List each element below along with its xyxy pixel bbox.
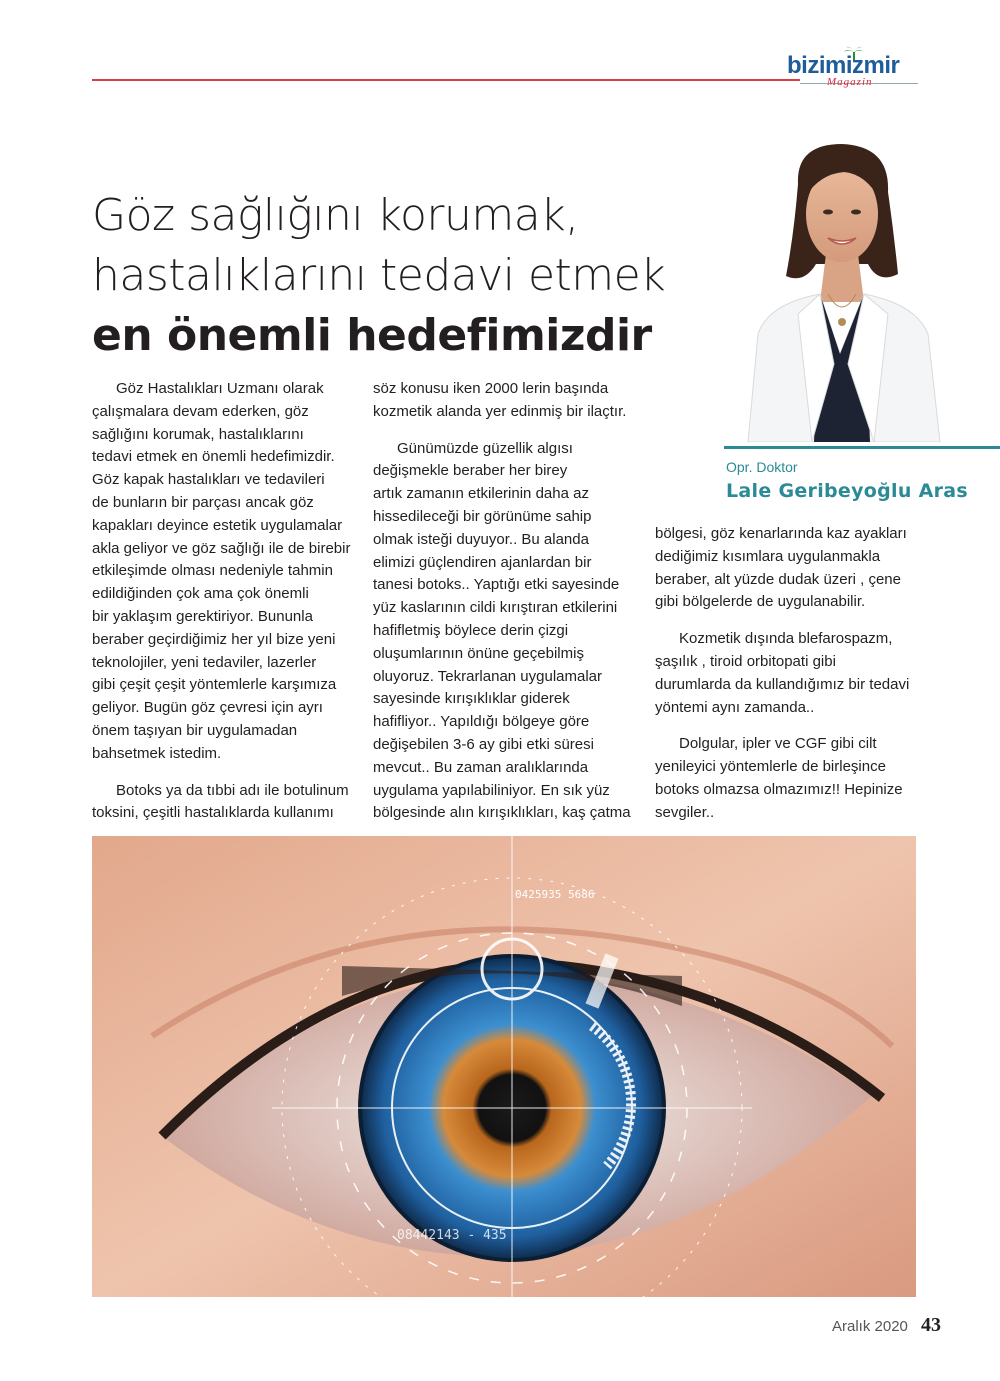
text-line: sayesinde kırışıklıklar giderek	[373, 690, 570, 708]
article-column-1	[92, 378, 360, 825]
logo-wordmark: bizimizmir	[787, 52, 900, 79]
title-line-1: Göz sağlığını korumak,	[92, 190, 579, 241]
text-line: gibi çeşit çeşit yöntemlerle karşımıza	[92, 676, 337, 694]
author-portrait	[728, 144, 956, 442]
paragraph-gap	[92, 766, 360, 780]
logo-subtitle: Magazin	[827, 76, 873, 88]
article-paragraph	[92, 780, 360, 826]
paragraph-gap	[373, 424, 643, 438]
article-paragraph	[92, 378, 360, 766]
text-line: uygulama yapılabiliniyor. En sık yüz	[373, 781, 610, 799]
text-line: dediğimiz kısımlara uygulanmakla	[655, 547, 881, 565]
text-line: oluyoruz. Tekrarlanan uygulamalar	[373, 667, 603, 685]
text-line: geliyor. Bugün göz çevresi için ayrı	[92, 699, 323, 717]
text-line: değişmekle beraber her birey	[373, 462, 568, 480]
title-line-3: en önemli hedefimizdir	[92, 310, 652, 361]
text-line: mevcut.. Bu zaman aralıklarında	[373, 758, 589, 776]
issue-date: Aralık 2020	[832, 1318, 908, 1335]
title-line-2: hastalıklarını tedavi etmek	[92, 250, 666, 301]
text-line: tedavi etmek en önemli hedefimizdir.	[92, 448, 335, 466]
text-line: yüz kaslarının cildi kırıştıran etkilerini	[373, 599, 618, 617]
text-line: Botoks ya da tıbbi adı ile botulinum	[116, 781, 349, 799]
text-line: oluşumlarının önüne geçebilmiş	[373, 644, 584, 662]
text-line: olmak isteği duyuyor.. Bu alanda	[373, 530, 589, 548]
text-line: beraber geçirdiğimiz her yıl bize yeni	[92, 630, 336, 648]
article-title	[92, 186, 692, 366]
text-line: tanesi botoks.. Yaptığı etki sayesinde	[373, 576, 620, 594]
magazine-logo[interactable]	[787, 46, 919, 94]
article-column-3	[655, 523, 917, 825]
text-line: edildiğinden çok ama çok önemli	[92, 585, 309, 603]
text-line: durumlarda da kullandığımız bir tedavi	[655, 675, 910, 693]
text-line: elimizi güçlendiren ajanlardan bir	[373, 553, 592, 571]
text-line: söz konusu iken 2000 lerin başında	[373, 380, 609, 397]
text-line: akla geliyor ve göz sağlığı ile de birebir	[92, 539, 351, 557]
article-paragraph	[655, 628, 917, 719]
text-line: etkileşimde olması nedeniyle tahmin	[92, 562, 333, 580]
text-line: hafifletmiş böylece derin çizgi	[373, 621, 569, 639]
text-line: artık zamanın etkilerinin daha az	[373, 485, 589, 503]
article-column-2	[373, 378, 643, 825]
page-number: 43	[921, 1314, 941, 1336]
text-line: şaşılık , tiroid orbitopati gibi	[655, 652, 836, 670]
paragraph-gap	[655, 719, 917, 733]
text-line: değişebilen 3-6 ay gibi etki süresi	[373, 735, 594, 753]
text-line: bölgesinde alın kırışıklıkları, kaş çatma	[373, 804, 631, 822]
text-line: hissedileceği bir görünüme sahip	[373, 507, 592, 525]
text-line: yenileyici yöntemlerle de birleşince	[655, 758, 886, 776]
author-role: Opr. Doktor	[726, 459, 798, 475]
text-line: kozmetik alanda yer edinmiş bir ilaçtır.	[373, 402, 627, 420]
text-line: beraber, alt yüzde dudak üzeri , çene	[655, 570, 901, 588]
text-line: bölgesi, göz kenarlarında kaz ayakları	[655, 525, 907, 542]
text-line: Göz kapak hastalıkları ve tedavileri	[92, 471, 325, 489]
text-line: bahsetmek istedim.	[92, 744, 222, 762]
text-line: hafifliyor.. Yapıldığı bölgeye göre	[373, 713, 590, 731]
text-line: de bunların bir parçası ancak göz	[92, 493, 314, 511]
text-line: Göz Hastalıkları Uzmanı olarak	[116, 380, 324, 397]
article-paragraph	[373, 438, 643, 826]
text-line: çalışmalara devam ederken, göz	[92, 402, 309, 420]
text-line: Dolgular, ipler ve CGF gibi cilt	[679, 735, 877, 753]
text-line: toksini, çeşitli hastalıklarda kullanımı	[92, 804, 334, 822]
eye-hud-image	[92, 836, 916, 1297]
hud-readout-bottom: 08442143 - 435	[397, 1228, 507, 1243]
text-line: gibi bölgelerde de uygulanabilir.	[655, 593, 866, 611]
text-line: yöntemi aynı zamanda..	[655, 698, 815, 716]
article-paragraph	[655, 733, 917, 824]
paragraph-gap	[655, 614, 917, 628]
text-line: Kozmetik dışında blefarospazm,	[679, 630, 893, 648]
article-paragraph	[373, 378, 643, 424]
author-name: Lale Geribeyoğlu Aras	[726, 480, 968, 502]
text-line: sağlığını korumak, hastalıklarını	[92, 425, 304, 443]
text-line: önem taşıyan bir uygulamadan	[92, 721, 298, 739]
header-rule	[92, 79, 800, 81]
article-paragraph	[655, 523, 917, 614]
hud-readout-top: 0425935 5686	[515, 888, 595, 901]
text-line: bir yaklaşım gerektiriyor. Bununla	[92, 607, 313, 625]
text-line: teknolojiler, yeni tedaviler, lazerler	[92, 653, 317, 671]
text-line: sevgiler..	[655, 803, 715, 821]
text-line: kapakları deyince estetik uygulamalar	[92, 516, 343, 534]
text-line: botoks olmazsa olmazımız!! Hepinize	[655, 780, 903, 798]
text-line: Günümüzde güzellik algısı	[397, 439, 573, 457]
author-divider	[724, 446, 1000, 449]
